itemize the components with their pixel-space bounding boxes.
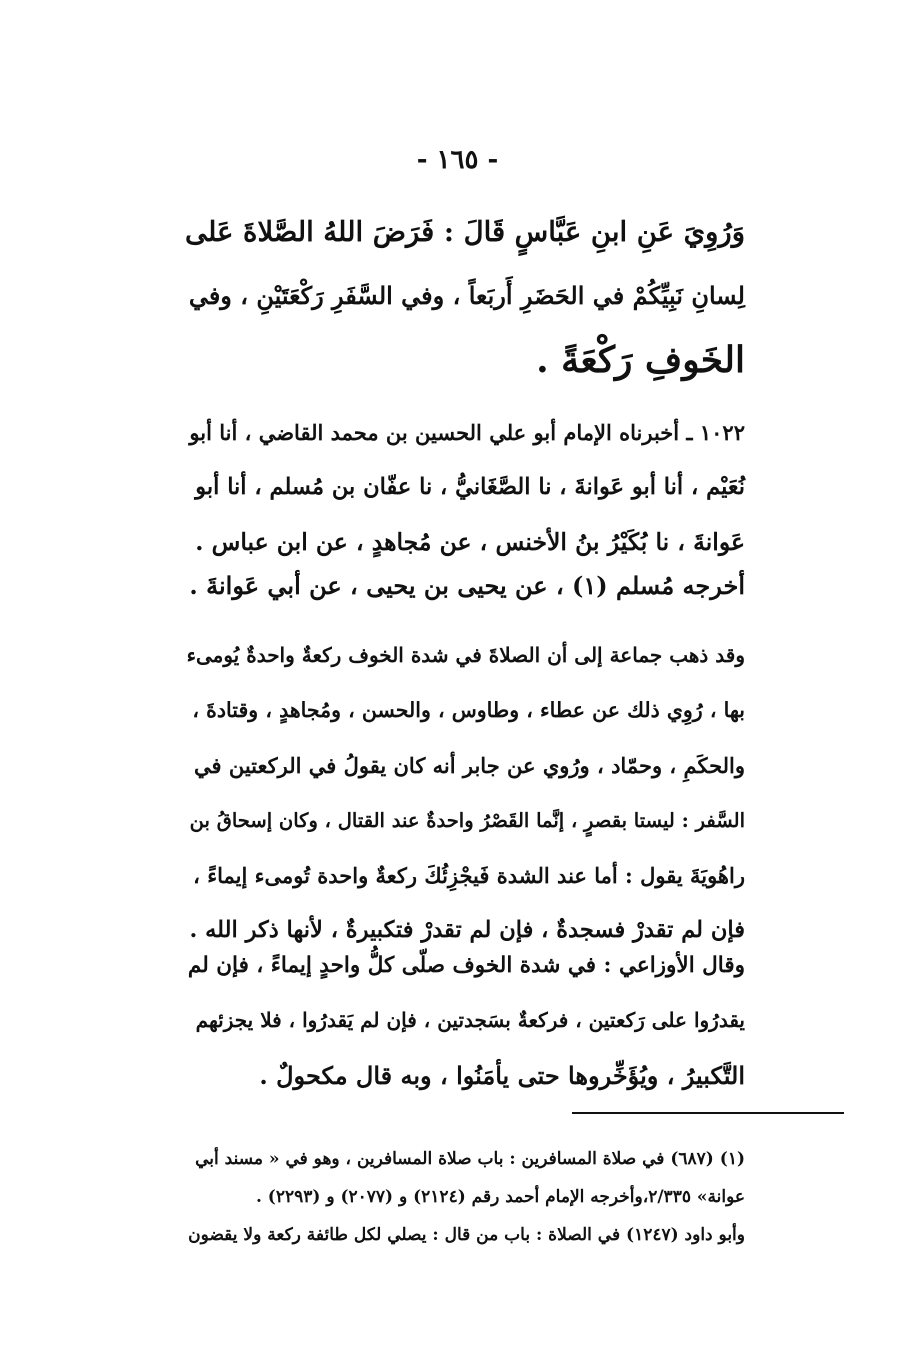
footnote-line: (١) (٦٨٧) في صلاة المسافرين : باب صلاة المسافرين ، وهو في « مسند أبي: [195, 1149, 745, 1169]
paragraph-line: وقال الأوزاعي : في شدة الخوف صلّى كلُّ واحدٍ إيماءً ، فإن لم: [187, 953, 745, 978]
paragraph-line: السَّفر : ليستا بقصرٍ ، إنَّما القَصْرُ واحدةٌ عند القتال ، وكان إسحاقُ بن: [189, 809, 745, 832]
footnote: [185, 1140, 745, 1254]
footnote-line: وأبو داود (١٢٤٧) في الصلاة : باب من قال : يصلي لكل طائفة ركعة ولا يقضون: [188, 1225, 745, 1245]
paragraph-line: والحكَمِ ، وحمّاد ، ورُوي عن جابر أنه كان يقولُ في الركعتين في: [193, 753, 745, 778]
hadith-line: لِسانِ نَبِيِّكُمْ في الحَضَرِ أَربَعاً ، وفي السَّفَرِ رَكْعَتَيْنِ ، وفي: [188, 281, 745, 310]
footnote-line: عوانة» ٢/٣٣٥،وأخرجه الإمام أحمد رقم (٢١٢٤) و (٢٠٧٧) و (٢٢٩٣) .: [255, 1187, 745, 1207]
paragraph-line: وقد ذهب جماعة إلى أن الصلاةَ في شدة الخوف ركعةٌ واحدةٌ يُومىء: [186, 643, 745, 667]
isnad-line: ١٠٢٢ ـ أخبرناه الإمام أبو علي الحسين بن محمد القاضي ، أنا أبو: [189, 420, 745, 445]
paragraph-line: يقدرُوا على رَكعتين ، فركعةٌ بسَجدتين ، فإن لم يَقدرُوا ، فلا يجزئهم: [195, 1008, 745, 1032]
paragraph-line: التَّكبيرُ ، ويُؤَخِّروها حتى يأمَنُوا ، وبه قال مكحولٌ .: [259, 1061, 745, 1090]
isnad-paragraph: [185, 405, 745, 570]
takhrij-line: [185, 558, 745, 613]
isnad-line: عَوانةَ ، نا بُكَيْرُ بنُ الأخنس ، عن مُجاهدٍ ، عن ابن عباس .: [195, 528, 745, 556]
hadith-text: [185, 200, 745, 392]
paragraph-line: فإن لم تقدرْ فسجدةٌ ، فإن لم تقدرْ فتكبيرةٌ ، لأنها ذكر الله .: [189, 917, 745, 943]
paragraph-line: راهُويَةَ يقول : أما عند الشدة فَيجْزِئُكَ ركعةٌ واحدة تُومىء إيماءً ،: [193, 863, 745, 888]
paragraph-2: [185, 938, 745, 1103]
paragraph-1: [185, 628, 745, 958]
hadith-line: وَرُوِيَ عَنِ ابنِ عَبَّاسٍ قَالَ : فَرَضَ اللهُ الصَّلاةَ عَلى: [185, 216, 745, 248]
footnote-divider: [572, 1112, 844, 1114]
takhrij-text: أخرجه مُسلم (١) ، عن يحيى بن يحيى ، عن أبي عَوانةَ .: [189, 571, 745, 600]
hadith-line: الخَوفِ رَكْعَةً .: [536, 339, 745, 381]
paragraph-line: بها ، رُوِي ذلك عن عطاء ، وطاوس ، والحسن ، ومُجاهدٍ ، وقتادةَ ،: [192, 698, 745, 722]
page-number: - ١٦٥ -: [416, 145, 499, 175]
isnad-line: نُعَيْم ، أنا أبو عَوانةَ ، نا الصَّغَانيُّ ، نا عفّان بن مُسلم ، أنا أبو: [195, 474, 745, 500]
